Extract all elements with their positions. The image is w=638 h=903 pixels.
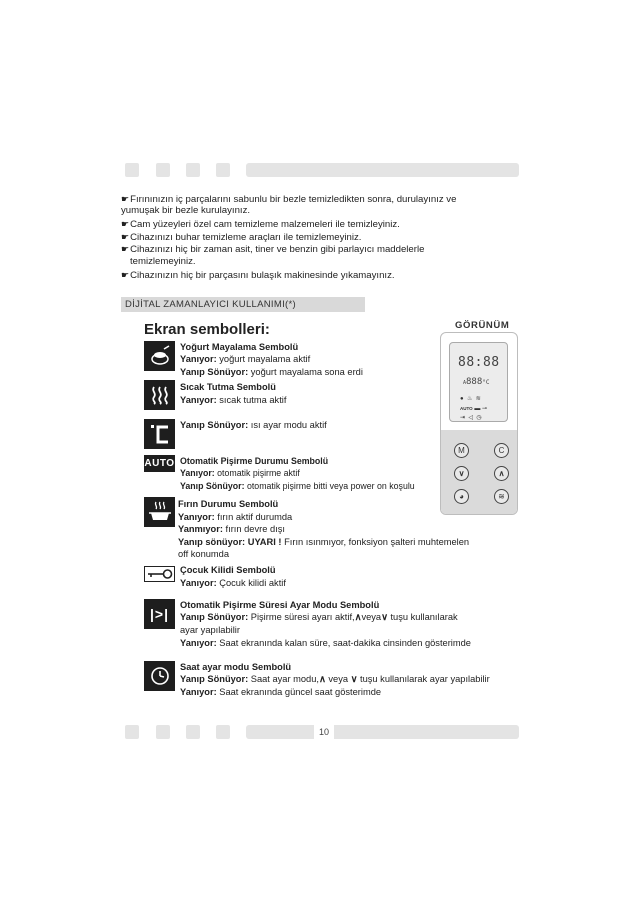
bullet-5: ☛Cihazınızın hiç bir parçasını bulaşık makinesinde yıkamayınız. <box>121 270 395 281</box>
down-arrow-icon: ∨ <box>350 674 358 684</box>
footer-square <box>216 725 230 739</box>
yogurt-icon: ● <box>460 396 464 402</box>
temperature-blink: Yanıp Sönüyor: ısı ayar modu aktif <box>180 420 327 430</box>
key-lock-icon: ⊸ <box>482 406 488 412</box>
oven-icon <box>144 497 175 527</box>
up-arrow-icon: ∧ <box>498 469 505 478</box>
child-lock-on: Yanıyor: Çocuk kilidi aktif <box>180 578 286 588</box>
display-temp: A888°C <box>463 377 490 387</box>
page-number: 10 <box>314 725 334 739</box>
clock-title: Saat ayar modu Sembolü <box>180 662 292 672</box>
yogurt-icon <box>144 341 175 371</box>
oven-on: Yanıyor: fırın aktif durumda <box>178 512 293 522</box>
header-square <box>125 163 139 177</box>
auto-title: Otomatik Pişirme Durumu Sembolü <box>180 456 329 466</box>
oven-icon: ▬ <box>474 406 481 412</box>
cook-duration-on: Yanıyor: Saat ekranında kalan süre, saat-dakika cinsinden gösterimde <box>180 638 471 648</box>
auto-icon: AUTO <box>144 455 175 472</box>
keep-warm-title: Sıcak Tutma Sembolü <box>180 382 276 392</box>
pointing-hand-icon: ☛ <box>121 244 130 254</box>
header-square <box>216 163 230 177</box>
end-icon: ◁ <box>468 415 473 421</box>
symbols-heading: Ekran sembolleri: <box>144 321 270 338</box>
bullet-2: ☛Cam yüzeyleri özel cam temizleme malzemeleri ile temizleyiniz. <box>121 219 400 230</box>
footer-square <box>156 725 170 739</box>
yogurt-blink: Yanıp Sönüyor: yoğurt mayalama sona erdi <box>180 367 363 377</box>
auto-blink: Yanıp Sönüyor: otomatik pişirme bitti veya power on koşulu <box>180 481 415 491</box>
down-arrow-icon: ∨ <box>458 469 465 478</box>
pointing-hand-icon: ☛ <box>121 232 130 242</box>
temperature-icon <box>144 419 175 449</box>
bullet-3: ☛Cihazınızı buhar temizleme araçları ile temizlemeyiniz. <box>121 232 362 243</box>
cook-duration-icon: |>| <box>144 599 175 629</box>
c-button[interactable]: C <box>494 443 509 458</box>
yogurt-button[interactable] <box>454 489 469 504</box>
display-time: 88:88 <box>458 355 500 370</box>
keep-warm-button[interactable] <box>494 489 509 504</box>
oven-warning-line-2: off konumda <box>178 549 229 559</box>
m-button[interactable]: M <box>454 443 469 458</box>
cook-duration-blink-line-2: ayar yapılabilir <box>180 625 240 635</box>
oven-off: Yanmıyor: fırın devre dışı <box>178 524 285 534</box>
keep-warm-icon: ≋ <box>498 492 505 501</box>
display-symbols: ● ♨ ≋ AUTO ▬ ⊸ ⇥ ◁ ◷ <box>460 396 488 421</box>
pointing-hand-icon: ☛ <box>121 194 130 204</box>
footer-square <box>186 725 200 739</box>
oven-title: Fırın Durumu Sembolü <box>178 499 279 509</box>
yogurt-icon: ◕ <box>459 492 464 501</box>
header-square <box>156 163 170 177</box>
clock-on: Yanıyor: Saat ekranında güncel saat gösterimde <box>180 687 382 697</box>
yogurt-on: Yanıyor: yoğurt mayalama aktif <box>180 354 311 364</box>
keep-warm-on: Yanıyor: sıcak tutma aktif <box>180 395 287 405</box>
clock-icon: ◷ <box>476 415 482 421</box>
cook-duration-blink: Yanıp Sönüyor: Pişirme süresi ayarı aktif,∧veya∨ tuşu kullanılarak <box>180 612 458 622</box>
cook-duration-title: Otomatik Pişirme Süresi Ayar Modu Sembolü <box>180 600 380 610</box>
clock-icon <box>144 661 175 691</box>
down-arrow-icon: ∨ <box>381 612 388 622</box>
bullet-1-line-1: ☛Fırınınızın iç parçalarını sabunlu bir bezle temizledikten sonra, durulayınız ve <box>121 194 457 205</box>
pointing-hand-icon: ☛ <box>121 219 130 229</box>
bullet-4-line-1: ☛Cihazınızı hiç bir zaman asit, tiner ve benzin gibi parlayıcı maddelerle <box>121 244 425 255</box>
keep-warm-icon <box>144 380 175 410</box>
bullet-1-line-2: yumuşak bir bezle kurulayınız. <box>121 205 251 216</box>
pointing-hand-icon: ☛ <box>121 270 130 280</box>
key-lock-icon <box>144 566 175 582</box>
header-square <box>186 163 200 177</box>
panel-display <box>449 342 508 422</box>
section-title: DİJİTAL ZAMANLAYICI KULLANIMI(*) <box>121 297 365 312</box>
up-arrow-icon: ∧ <box>319 674 326 684</box>
cook-duration-icon: ⇥ <box>460 415 466 421</box>
oven-icon: ♨ <box>466 396 473 402</box>
bullet-4-line-2: temizlemeyiniz. <box>130 256 196 267</box>
oven-warning: Yanıp sönüyor: UYARI ! Fırın ısınmıyor, fonksiyon şalteri muhtemelen <box>178 537 470 547</box>
child-lock-title: Çocuk Kilidi Sembolü <box>180 565 276 575</box>
down-button[interactable] <box>454 466 469 481</box>
clock-blink: Yanıp Sönüyor: Saat ayar modu,∧ veya ∨ tuşu kullanılarak ayar yapılabilir <box>180 674 490 684</box>
up-button[interactable] <box>494 466 509 481</box>
keep-warm-icon: ≋ <box>475 396 481 402</box>
auto-on: Yanıyor: otomatik pişirme aktif <box>180 468 300 478</box>
view-heading: GÖRÜNÜM <box>455 320 510 331</box>
footer-square <box>125 725 139 739</box>
header-bar <box>246 163 519 177</box>
yogurt-title: Yoğurt Mayalama Sembolü <box>180 342 299 352</box>
footer-bar <box>246 725 519 739</box>
up-arrow-icon: ∧ <box>354 612 362 622</box>
